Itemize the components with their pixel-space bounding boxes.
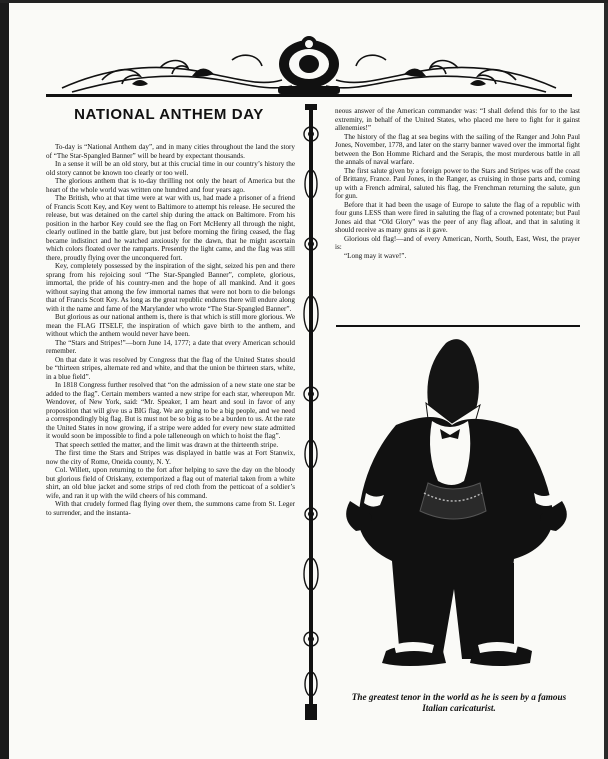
paragraph: To-day is “National Anthem day”, and in many cities throughout the land the story of “The Star-Spangled Banner” will be heard by expectant thousands. [46, 143, 295, 160]
paragraph: Before that it had been the usage of Europe to salute the flag of a republic with four guns LESS than were fired in saluting the flag of a crowned potentate; but Paul Jones aid that “Old Glory” was the peer of any flag afloat, and that in saluting it should receive as many guns as it gave. [335, 200, 580, 234]
paragraph: But glorious as our national anthem is, there is that which is still more glorious. We mean the FLAG ITSELF, the inspiration of which gave birth to the anthem, and without which the anthem would never have been. [46, 313, 295, 338]
paragraph: Glorious old flag!—and of every American, North, South, East, West, the prayer is: [335, 234, 580, 251]
ornamental-header [42, 30, 576, 102]
paragraph: The history of the flag at sea begins with the sailing of the Ranger and John Paul Jones, November, 1778, and later on the starry banner waved over the immortal fight between the Bon Homme Richard and the Serapis, the most murderous battle in all the annals of naval warfare. [335, 132, 580, 166]
right-column [335, 107, 580, 260]
paragraph: Col. Willett, upon returning to the fort after helping to save the day on the bloody but glorious field of Oriskany, extemporized a flag out of material taken from a white shirt, an old blue jacket and some strips of red cloth from the petticoat of a soldier’s wife, and ran it up with the wild cheers of his command. [46, 466, 295, 500]
paragraph: That speech settled the matter, and the limit was drawn at the thirteenth stripe. [55, 440, 279, 449]
left-column [46, 143, 295, 517]
page-edge-left [0, 0, 9, 759]
paragraph: The first salute given by a foreign power to the Stars and Stripes was off the coast of Brittany, France. Paul Jones, in the Ranger, as cruising in those parts and, coming up with a French admiral, saluted his flag, the Frenchman returning the salute, gun for gun. [335, 166, 580, 200]
paragraph: The glorious anthem that is to-day thrilling not only the heart of America but the heart of the whole world was written one hundred and four years ago. [46, 177, 295, 194]
page-edge-top [0, 0, 608, 3]
tenor-caricature [336, 333, 582, 688]
illustration-caption: The greatest tenor in the world as he is seen by a famous Italian caricaturist. [351, 692, 567, 713]
paragraph: In a sense it will be an old story, but at this crucial time in our country’s history the old story cannot be known too clearly or too well. [46, 160, 295, 177]
paragraph: The “Stars and Stripes!”—born June 14, 1777; a date that every American schould remember. [46, 338, 295, 355]
paragraph: The British, who at that time were at war with us, had made a prisoner of a friend of Francis Scott Key, and Key went to Baltimore to attempt his release. He secured the release, but was detained on the cartel ship during the attack on Baltimore. From his position in the harbor Key could see the flag on Fort McHenry all through the night, clearly outlined in the battle glare, but just before morning the firing ceased, the flag became indistinct and he watched anxiously for the dawn, that he might ascertain which colors floated over the ramparts. Presently the light came, and the flag was still there, proudly flying over the unconquered fort. [46, 194, 295, 262]
horizontal-rule [336, 325, 580, 327]
paragraph: On that date it was resolved by Congress that the flag of the United States should be “thirteen stripes, alternate red and white, and that the union be thirteen stars, white, in a blue field”. [46, 355, 295, 381]
paragraph: The first time the Stars and Stripes was displayed in battle was at Fort Stanwix, now the city of Rome, Oneida county, N. Y. [46, 449, 295, 466]
paragraph: “Long may it wave!”. [344, 251, 407, 260]
vertical-ornamental-divider [296, 104, 326, 720]
paragraph: Key, completely possessed by the inspiration of the sight, seized his pen and there sprang from his rejoicing soul “The Star-Spangled Banner”, complete, glorious, immortal, the pride of his country-men and the hope of all mankind. And it goes without saying that among the few immortal names that were not born to die belongs that of Francis Scott Key. As long as the great republic endures there will endure along with it the name and fame of the Marylander who wrote “The Star-Spangled Banner”. [46, 262, 295, 313]
article-title: NATIONAL ANTHEM DAY [74, 106, 264, 123]
paragraph: With that crudely formed flag flying over them, the summons came from St. Leger to surrender, and the instanta- [46, 500, 295, 517]
paragraph: neous answer of the American commander was: “I shall defend this for to the last extremity, in behalf of the United States, who placed me here to fight for it gainst allenemies!” [335, 107, 580, 132]
page-edge-right [604, 0, 608, 759]
paragraph: In 1818 Congress further resolved that “on the admission of a new state one star be added to the flag”. Certain members wanted a new stripe for each star, whereupon Mr. Wendover, of New York, said: “Mr. Speaker, I am heart and soul in favor of any proposition that will give us a BIG flag. We are going to be a big people, and we need a correspondingly big flag. But is must not be so big as to be a burden to us. At the rate the United States in now growing, if a stripe were added for every new state admitted it would soon be impossible to find a pole talleneough on which to hoist the flag”. [46, 381, 295, 440]
